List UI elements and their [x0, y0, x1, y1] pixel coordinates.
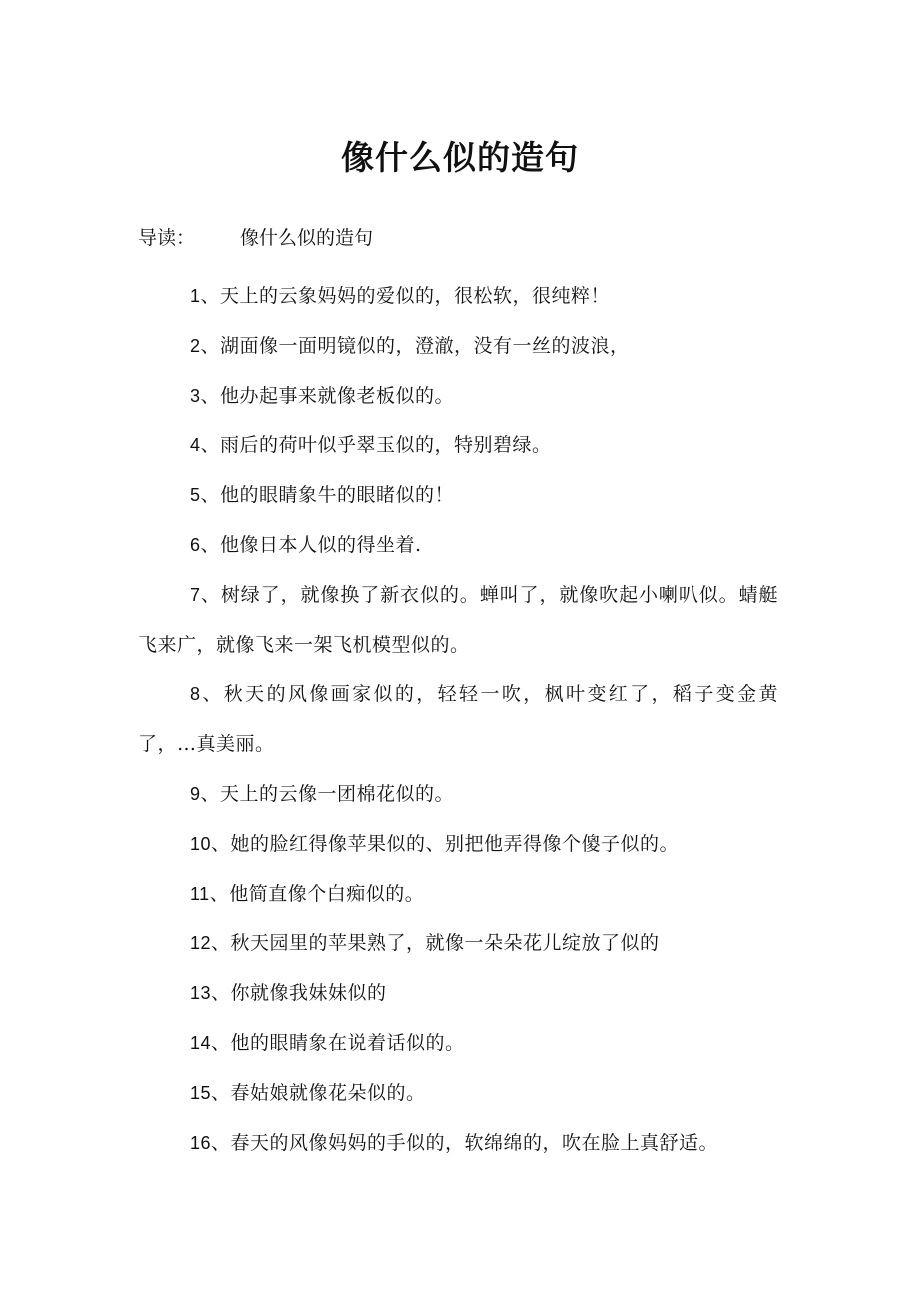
sentence-item	[138, 272, 778, 322]
intro-text: 像什么似的造句	[240, 227, 374, 249]
sentence-item	[138, 919, 778, 969]
sentence-item	[138, 571, 778, 671]
intro-line	[138, 222, 373, 254]
sentence-text: 、他简直像个白痴似的。	[209, 882, 425, 905]
sentence-number: 7	[190, 584, 201, 605]
sentence-number: 13	[190, 983, 212, 1004]
sentence-text: 、他的眼睛象在说着话似的。	[211, 1031, 465, 1054]
sentence-text: 、雨后的荷叶似乎翠玉似的，特别碧绿。	[200, 434, 552, 457]
sentence-text: 、树绿了，就像换了新衣似的。蝉叫了，就像吹起小喇叭似。蜻艇飞来广，就像飞来一架飞机模型似的。	[138, 583, 778, 656]
sentence-text: 、他的眼睛象牛的眼睹似的！	[200, 484, 455, 507]
sentence-number: 15	[190, 1082, 212, 1103]
sentence-text: 、你就像我妹妹似的	[211, 982, 387, 1005]
sentence-item	[138, 969, 778, 1019]
sentence-text: 、他办起事来就像老板似的。	[200, 384, 455, 407]
sentence-item	[138, 870, 778, 920]
sentence-item	[138, 372, 778, 422]
sentence-number: 8	[190, 684, 201, 705]
sentence-text: 、秋天园里的苹果熟了，就像一朵朵花儿绽放了似的	[211, 932, 660, 955]
sentence-text: 、天上的云像一团棉花似的。	[200, 782, 455, 805]
sentence-text: 、他像日本人似的得坐着.	[200, 533, 422, 556]
sentence-item	[138, 1019, 778, 1069]
sentence-number: 10	[190, 833, 212, 854]
sentence-number: 4	[190, 435, 201, 456]
sentence-number: 9	[190, 783, 201, 804]
document-title: 像什么似的造句	[341, 138, 579, 177]
sentence-number: 3	[190, 385, 201, 406]
sentence-text: 、天上的云象妈妈的爱似的，很松软，很纯粹！	[200, 285, 611, 307]
sentence-item	[138, 670, 778, 770]
sentence-item	[138, 820, 778, 870]
sentence-item	[138, 1119, 778, 1169]
sentence-item	[138, 471, 778, 521]
sentence-number: 12	[190, 933, 212, 954]
sentence-number: 5	[190, 485, 201, 506]
sentence-number: 11	[190, 883, 210, 904]
sentence-number: 16	[190, 1132, 212, 1153]
sentence-item	[138, 421, 778, 471]
sentence-item	[138, 521, 778, 571]
sentence-item	[138, 1069, 778, 1119]
sentence-item	[138, 770, 778, 820]
sentence-number: 6	[190, 534, 201, 555]
sentence-text: 、她的脸红得像苹果似的、别把他弄得像个傻子似的。	[211, 832, 680, 855]
sentence-item	[138, 322, 778, 372]
sentence-number: 14	[190, 1032, 212, 1053]
sentence-text: 、秋天的风像画家似的，轻轻一吹，枫叶变红了，稻子变金黄了，…真美丽。	[138, 683, 778, 756]
sentence-text: 、春天的风像妈妈的手似的，软绵绵的，吹在脸上真舒适。	[211, 1131, 719, 1154]
sentence-list	[138, 272, 778, 1168]
sentence-text: 、湖面像一面明镜似的，澄澈，没有一丝的波浪，	[200, 334, 630, 357]
sentence-number: 2	[190, 335, 201, 356]
intro-label: 导读：	[138, 227, 196, 249]
sentence-number: 1	[190, 286, 201, 306]
sentence-text: 、春姑娘就像花朵似的。	[211, 1081, 426, 1104]
